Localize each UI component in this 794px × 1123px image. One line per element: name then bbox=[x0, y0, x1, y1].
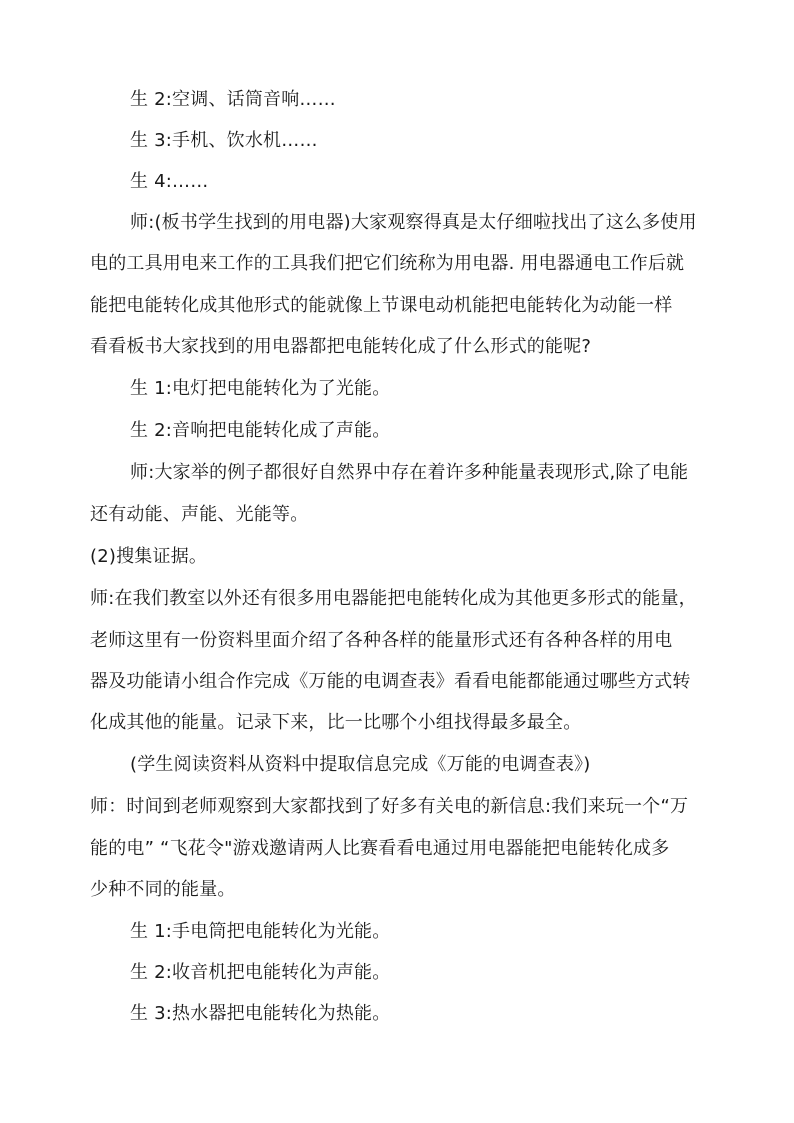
text-line: 还有动能、声能、光能等。 bbox=[90, 504, 309, 525]
text-line: 生 2:音响把电能转化成了声能。 bbox=[130, 420, 391, 441]
text-line: 师:大家举的例子都很好自然界中存在着许多种能量表现形式,除了电能 bbox=[130, 462, 689, 483]
text-line: 化成其他的能量。记录下来，比一比哪个小组找得最多最全。 bbox=[90, 712, 582, 733]
text-line: 少种不同的能量。 bbox=[90, 879, 236, 900]
text-line: 生 1:手电筒把电能转化为光能。 bbox=[130, 921, 391, 942]
text-line: 生 3:热水器把电能转化为热能。 bbox=[130, 1003, 391, 1024]
text-line: 能把电能转化成其他形式的能就像上节课电动机能把电能转化为动能一样 bbox=[90, 295, 673, 316]
text-line: 生 2:收音机把电能转化为声能。 bbox=[130, 962, 391, 983]
text-line: (学生阅读资料从资料中提取信息完成《万能的电调查表》) bbox=[130, 754, 591, 775]
text-line: 师：时间到老师观察到大家都找到了好多有关电的新信息:我们来玩一个“万 bbox=[90, 796, 689, 817]
text-line: 师:(板书学生找到的用电器)大家观察得真是太仔细啦找出了这么多使用 bbox=[130, 212, 697, 233]
section-heading: (2)搜集证据。 bbox=[90, 546, 208, 567]
text-line: 生 3:手机、饮水机…… bbox=[130, 130, 318, 151]
text-line: 老师这里有一份资料里面介绍了各种各样的能量形式还有各种各样的用电 bbox=[90, 630, 673, 651]
text-line: 生 4:…… bbox=[130, 171, 209, 192]
text-line: 生 2:空调、话筒音响…… bbox=[130, 89, 336, 110]
text-line: 电的工具用电来工作的工具我们把它们统称为用电器. 用电器通电工作后就 bbox=[90, 253, 685, 274]
text-line: 师:在我们教室以外还有很多用电器能把电能转化成为其他更多形式的能量， bbox=[90, 588, 697, 609]
text-line: 看看板书大家找到的用电器都把电能转化成了什么形式的能呢? bbox=[90, 336, 592, 357]
text-line: 器及功能请小组合作完成《万能的电调查表》看看电能都能通过哪些方式转 bbox=[90, 671, 691, 692]
text-line: 生 1:电灯把电能转化为了光能。 bbox=[130, 378, 391, 399]
text-line: 能的电” “飞花令"游戏邀请两人比赛看看电通过用电器能把电能转化成多 bbox=[90, 838, 670, 859]
